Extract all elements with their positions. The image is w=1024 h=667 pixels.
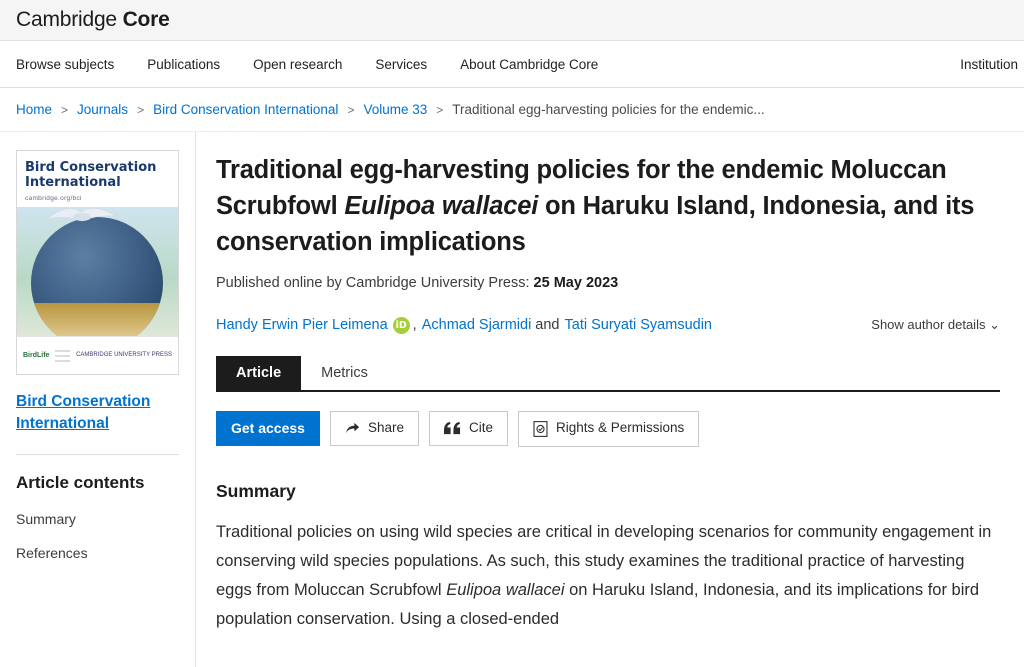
cover-divider-lines xyxy=(49,347,76,365)
birdlife-logo: BirdLife xyxy=(23,351,50,359)
quote-icon xyxy=(444,421,461,436)
breadcrumb-separator: > xyxy=(137,102,145,117)
journal-title-link[interactable]: Bird Conservation International xyxy=(16,393,151,433)
nav-item-publications[interactable]: Publications xyxy=(147,56,221,72)
rights-label: Rights & Permissions xyxy=(556,420,685,436)
summary-heading: Summary xyxy=(216,480,296,501)
breadcrumb-separator: > xyxy=(436,102,444,117)
journal-cover-footer xyxy=(17,336,178,374)
bird-icon xyxy=(45,203,119,229)
breadcrumb-item-current: Traditional egg-harvesting policies for the endemic... xyxy=(452,102,765,117)
journal-cover-subtitle: cambridge.org/bci xyxy=(25,194,82,202)
share-button[interactable] xyxy=(330,411,419,446)
rights-document-icon xyxy=(533,421,548,437)
orcid-icon[interactable]: iD xyxy=(393,317,410,334)
main-navigation xyxy=(0,41,1024,88)
page-layout xyxy=(0,132,1024,667)
tab-article[interactable]: Article xyxy=(216,356,301,390)
breadcrumb-item-home[interactable]: Home xyxy=(16,102,53,117)
breadcrumb-item-volume[interactable]: Volume 33 xyxy=(363,102,428,117)
chevron-down-icon: ⌄ xyxy=(989,317,1000,333)
contents-item-summary[interactable]: Summary xyxy=(16,510,76,527)
article-main xyxy=(196,132,1024,667)
author-link-2[interactable]: Achmad Sjarmidi xyxy=(421,317,532,334)
article-contents-heading: Article contents xyxy=(16,472,145,492)
breadcrumb-item-journals[interactable]: Journals xyxy=(77,102,129,117)
author-link-1[interactable]: Handy Erwin Pier Leimena xyxy=(216,317,388,334)
cite-button[interactable] xyxy=(429,411,508,446)
cambridge-core-logo[interactable] xyxy=(16,8,170,32)
nav-institution-label[interactable]: Institution xyxy=(960,56,1018,72)
article-actions xyxy=(216,411,1000,447)
published-label: Published online by Cambridge University Press: xyxy=(216,274,530,291)
nav-item-open-research[interactable]: Open research xyxy=(253,56,343,72)
author-separator-1: , xyxy=(412,317,417,334)
get-access-button[interactable]: Get access xyxy=(216,411,320,446)
show-author-details-toggle[interactable] xyxy=(871,317,1000,333)
sidebar xyxy=(0,132,196,667)
share-label: Share xyxy=(367,420,404,436)
tab-metrics[interactable]: Metrics xyxy=(321,364,368,381)
article-title-part2: on Haruku Island, Indonesia, and its conservation implications xyxy=(216,192,975,257)
journal-cover-image[interactable] xyxy=(16,150,179,375)
brand-name-bold: Core xyxy=(122,8,170,31)
journal-cover-circle xyxy=(31,217,163,349)
published-date: 25 May 2023 xyxy=(533,274,619,291)
nav-item-about-cambridge-core[interactable]: About Cambridge Core xyxy=(460,56,599,72)
summary-part2: on Haruku Island, Indonesia, and its implications for bird population conservation. Using a closed-ended xyxy=(216,580,980,628)
summary-body xyxy=(216,518,1000,634)
nav-item-browse-subjects[interactable]: Browse subjects xyxy=(16,56,115,72)
contents-item-references[interactable]: References xyxy=(16,544,88,561)
article-tabs xyxy=(216,356,1000,392)
rights-permissions-button[interactable] xyxy=(518,411,699,447)
breadcrumb-item-journal[interactable]: Bird Conservation International xyxy=(153,102,339,117)
author-separator-2: and xyxy=(535,317,560,334)
summary-part1: Traditional policies on using wild species are critical in developing scenarios for community engagement in conserving wild species populations. As such, this study examines the traditional practice of harvesting eggs from Moluccan Scrubfowl xyxy=(216,522,992,599)
breadcrumb-separator: > xyxy=(347,102,355,117)
author-link-3[interactable]: Tati Suryati Syamsudin xyxy=(564,317,712,334)
share-icon xyxy=(345,421,360,436)
journal-cover-title: Bird Conservation International xyxy=(25,160,157,190)
sidebar-divider xyxy=(16,454,179,455)
publication-info xyxy=(216,275,1000,291)
brand-name-light: Cambridge xyxy=(16,8,123,31)
brand-bar xyxy=(0,0,1024,41)
article-title-part1: Traditional egg-harvesting policies for the endemic Moluccan Scrubfowl xyxy=(216,156,947,221)
author-list xyxy=(216,317,1000,334)
breadcrumb-separator: > xyxy=(61,102,69,117)
nav-item-services[interactable]: Services xyxy=(375,56,428,72)
show-author-details-label: Show author details xyxy=(871,317,986,333)
article-title-species: Eulipoa wallacei xyxy=(344,192,539,221)
page-title xyxy=(216,152,1000,261)
breadcrumb xyxy=(0,88,1024,132)
cambridge-press-logo: CAMBRIDGE UNIVERSITY PRESS xyxy=(76,351,172,358)
summary-species: Eulipoa wallacei xyxy=(446,580,565,599)
cite-label: Cite xyxy=(468,420,493,436)
